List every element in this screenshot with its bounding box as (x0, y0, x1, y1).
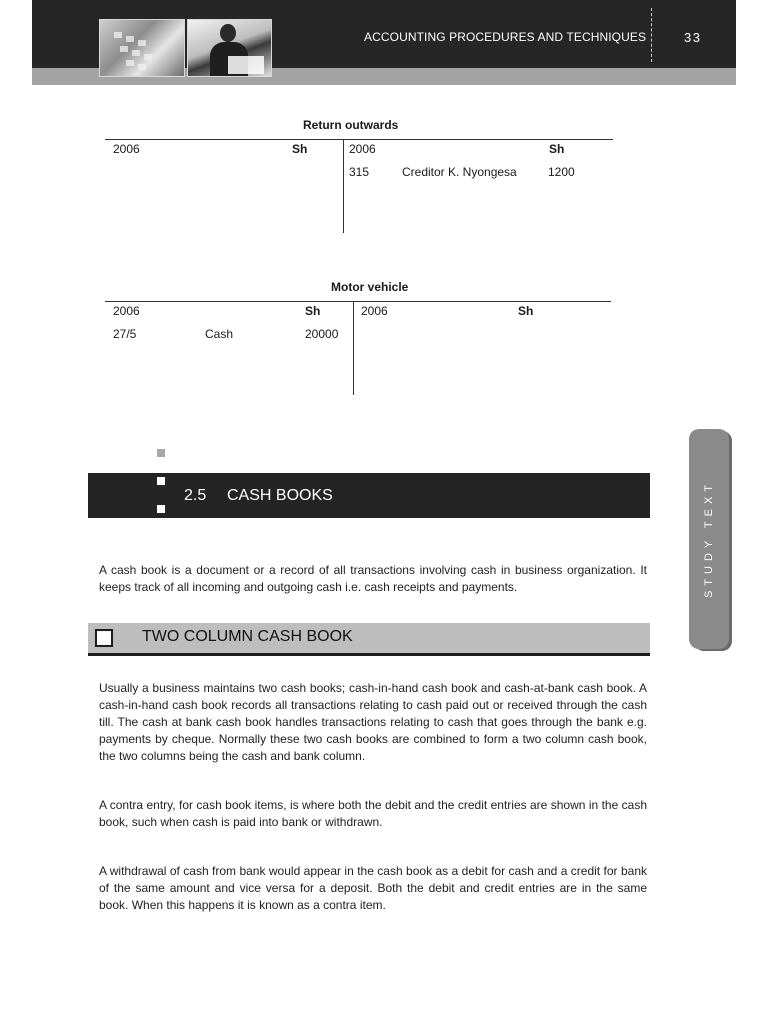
study-text-label: STUDY TEXT (703, 479, 715, 599)
debit-currency: Sh (292, 142, 308, 156)
credit-entry-details: Creditor K. Nyongesa (402, 165, 517, 179)
header-divider (651, 8, 652, 62)
account-title: Motor vehicle (331, 280, 409, 294)
bullet-marker (157, 505, 165, 513)
debit-entry-details: Cash (205, 327, 234, 341)
body-paragraph: A withdrawal of cash from bank would appear in the cash book as a debit for cash and a credit for bank of the same amount and vice versa for a deposit. Both the debit and credit entries are in the same book. When this happens it is known as a contra item. (99, 864, 647, 912)
credit-year: 2006 (361, 304, 388, 318)
credit-entry-date: 315 (349, 165, 370, 179)
section-heading-band (88, 473, 650, 518)
page-number: 33 (684, 30, 702, 45)
account-divider (343, 139, 344, 233)
debit-entry-amount: 20000 (305, 327, 339, 341)
accountant-photo (187, 19, 272, 77)
credit-currency: Sh (549, 142, 565, 156)
account-title: Return outwards (303, 118, 399, 132)
credit-entry-amount: 1200 (548, 165, 575, 179)
section-title: CASH BOOKS (227, 487, 333, 504)
bullet-marker (157, 449, 165, 457)
debit-currency: Sh (305, 304, 321, 318)
checkbox-square-icon (95, 629, 113, 647)
credit-currency: Sh (518, 304, 534, 318)
account-divider (353, 301, 354, 395)
calculator-photo (99, 19, 185, 77)
bullet-marker (157, 477, 165, 485)
debit-entry-date: 27/5 (113, 327, 137, 341)
account-top-rule (105, 139, 613, 140)
account-top-rule (105, 301, 611, 302)
body-paragraph: Usually a business maintains two cash books; cash-in-hand cash book and cash-at-bank cash book. A cash-in-hand cash book records all transactions relating to cash paid out or received through the cash till. The cash at bank cash book handles transactions relating to cash that goes through the bank e.g. payments by cheque. Normally these two cash books are combined to form a two column cash book, the two columns being the cash and bank column. (99, 681, 647, 763)
debit-year: 2006 (113, 304, 140, 318)
body-paragraph: A contra entry, for cash book items, is where both the debit and the credit entries are shown in the cash book, such when cash is paid into bank or withdrawn. (99, 798, 647, 829)
credit-year: 2006 (349, 142, 376, 156)
debit-year: 2006 (113, 142, 140, 156)
intro-paragraph: A cash book is a document or a record of all transactions involving cash in business organization. It keeps track of all incoming and outgoing cash i.e. cash receipts and payments. (99, 563, 647, 594)
section-number: 2.5 (184, 487, 207, 504)
subsection-title: TWO COLUMN CASH BOOK (142, 628, 353, 645)
running-header-title: ACCOUNTING PROCEDURES AND TECHNIQUES (364, 30, 647, 44)
